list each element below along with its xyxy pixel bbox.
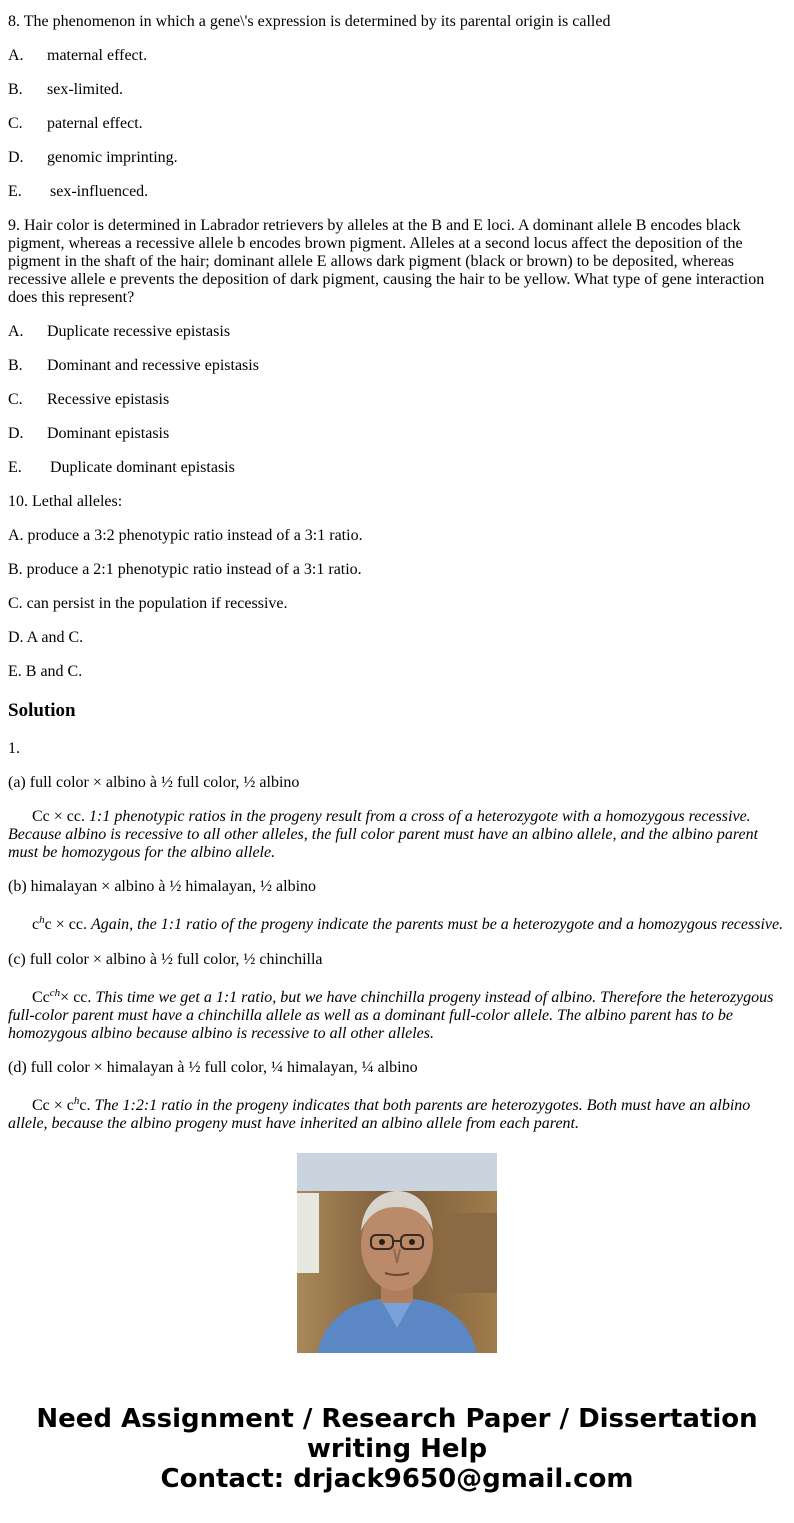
question-8: 8. The phenomenon in which a gene\'s expression is determined by its parental origin is called [8,13,611,30]
q10-option-b: B. produce a 2:1 phenotypic ratio instead of a 3:1 ratio. [8,561,362,578]
banner-line-1: Need Assignment / Research Paper / Dissertation [36,1404,758,1434]
solution-d-cross: (d) full color × himalayan à ½ full color, ¼ himalayan, ¼ albino [8,1059,418,1076]
q8-option-d: D. genomic imprinting. [8,149,178,166]
solution-c-explanation: $Cc^{ch}\times$ cc. This time we get a 1:1 ratio, but we have chinchilla progeny instead of albino. Therefore the heterozygous full-color parent must have a chinchilla allele as well as a dominant full-color allele. The albino parent has to be homozygous albino because albino is recessive to all other alleles. [8,987,774,1042]
q9-option-d: D. Dominant epistasis [8,425,170,442]
solution-heading: Solution [8,700,76,721]
solution-a-explanation: Cc × cc. 1:1 phenotypic ratios in the progeny result from a cross of a heterozygote with a homozygous recessive. Because albino is recessive to all other alleles, the full color parent must have an albino allele, and the albino parent must be homozygous for the albino allele. [8,808,759,861]
solution-number: 1. [8,740,20,757]
solution-b-cross: (b) himalayan × albino à ½ himalayan, ½ albino [8,878,317,895]
person-photo-icon [297,1153,497,1353]
q9-option-b: B. Dominant and recessive epistasis [8,357,259,374]
author-photo [297,1153,497,1353]
q10-option-a: A. produce a 3:2 phenotypic ratio instead of a 3:1 ratio. [8,527,363,544]
q8-option-b: B. sex-limited. [8,81,123,98]
banner-contact-line: Contact: drjack9650@gmail.com [160,1464,634,1494]
solution-b-explanation: $c^hc$ × cc. Again, the 1:1 ratio of the progeny indicate the parents must be a heterozygote and a homozygous recessive. [32,914,784,933]
q8-option-c: C. paternal effect. [8,115,143,132]
banner-line-2: writing Help [306,1434,488,1464]
q10-option-c: C. can persist in the population if recessive. [8,595,288,612]
q10-option-d: D. A and C. [8,629,84,646]
solution-a-cross: (a) full color × albino à ½ full color, ½ albino [8,774,300,791]
question-10: 10. Lethal alleles: [8,493,123,510]
q10-option-e: E. B and C. [8,663,83,680]
q8-option-e: E. sex-influenced. [8,183,149,200]
q9-option-a: A. Duplicate recessive epistasis [8,323,231,340]
document-body [8,0,788,1132]
question-9: 9. Hair color is determined in Labrador retrievers by alleles at the B and E loci. A dominant allele B encodes black pigment, whereas a recessive allele b encodes brown pigment. Alleles at a second locus affect the deposition of the pigment in the shaft of the hair; dominant allele E allows dark pigment (black or brown) to be deposited, whereas recessive allele e prevents the deposition of dark pigment, causing the hair to be yellow. What type of gene interaction does this represent? [8,217,765,306]
contact-banner [0,1404,794,1494]
solution-c-cross: (c) full color × albino à ½ full color, ½ chinchilla [8,951,323,968]
solution-d-explanation: $Cc \times c^hc$. The 1:2:1 ratio in the progeny indicates that both parents are heterozygotes. Both must have an albino allele, because the albino progeny must have inherited an albino allele from each parent. [8,1095,751,1132]
q8-option-a: A. maternal effect. [8,47,148,64]
q9-option-e: E. Duplicate dominant epistasis [8,459,235,476]
q9-option-c: C. Recessive epistasis [8,391,170,408]
